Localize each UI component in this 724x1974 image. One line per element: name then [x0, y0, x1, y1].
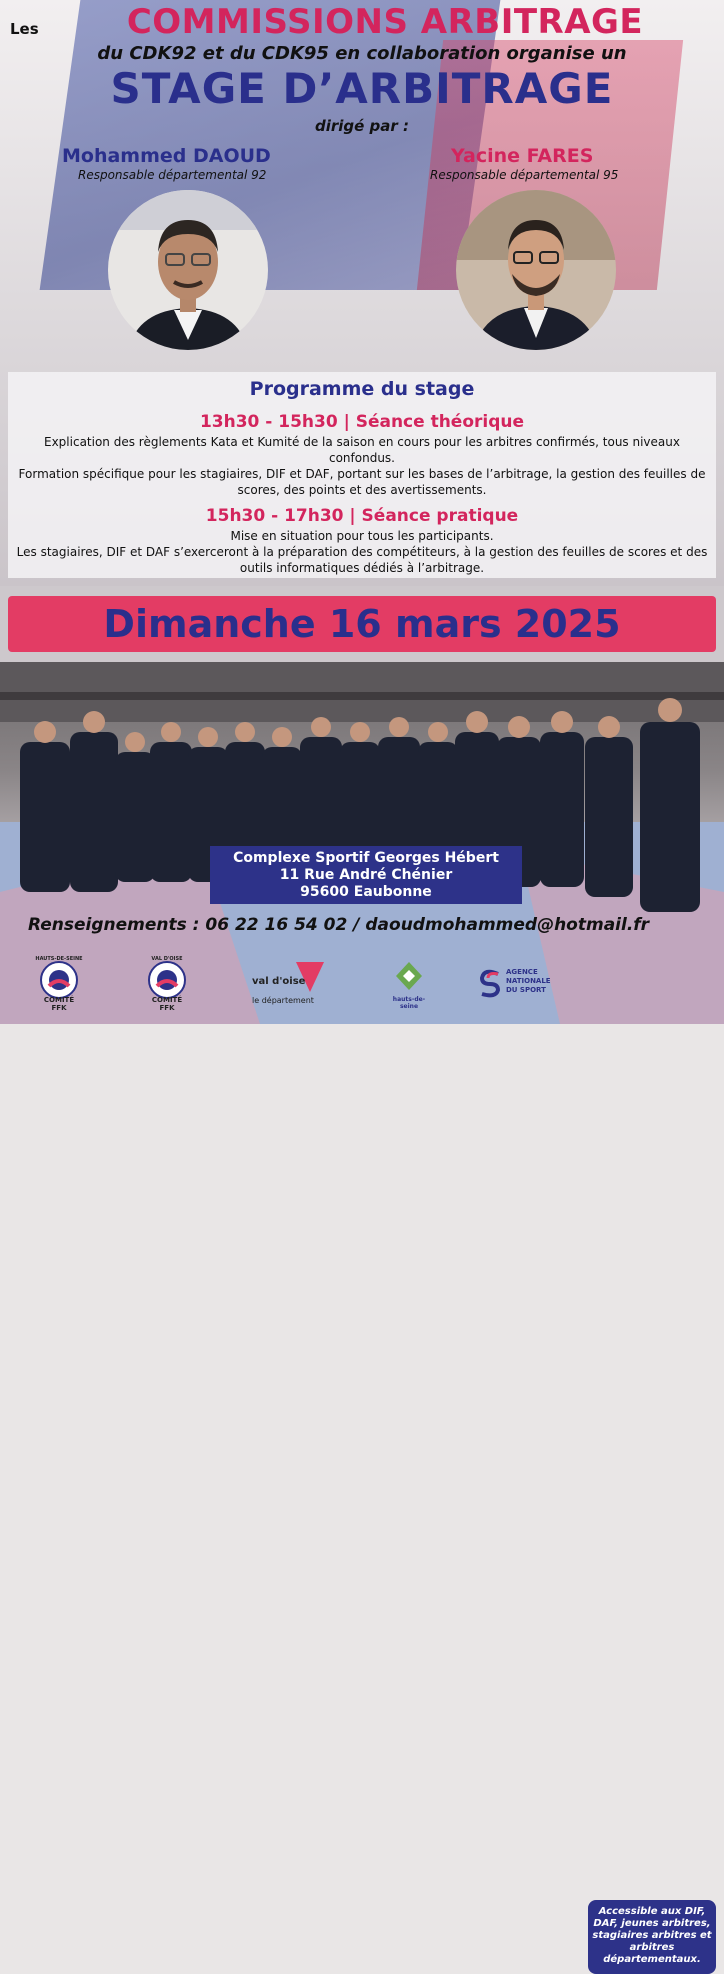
hds-logo-comite: COMITÉ	[43, 996, 75, 1004]
session-1-line-2: Formation spécifique pour les stagiaires, DIF et DAF, portant sur les bases de l’arbitrage, la gestion des feuilles de scores, des points et des avertissements.	[18, 467, 706, 497]
valdoise-name: val d'oise	[252, 976, 306, 987]
session-1-line-1: Explication des règlements Kata et Kumité de la saison en cours pour les arbitres confirmés, tous niveaux confondus.	[44, 435, 680, 465]
hauts-de-seine-logo	[384, 960, 434, 1010]
address-line-1: Complexe Sportif Georges Hébert	[233, 850, 499, 866]
vo-logo-comite: COMITÉ	[151, 996, 183, 1004]
session-2-time: 15h30 - 17h30 | Séance pratique	[205, 506, 519, 526]
venue-address	[210, 846, 522, 904]
event-date: Dimanche 16 mars 2025	[8, 596, 716, 652]
hauts-de-seine-ffk-logo	[32, 956, 86, 1010]
address-line-3: 95600 Eaubonne	[300, 884, 432, 900]
programme-panel	[8, 372, 716, 578]
vo-logo-ffk: FFK	[159, 1004, 175, 1012]
portrait-yacine-fares	[456, 190, 616, 350]
ans-line-3: DU SPORT	[506, 986, 546, 994]
valdoise-sub: le département	[252, 996, 314, 1005]
session-2-line-1: Mise en situation pour tous les participants.	[230, 529, 494, 543]
header-subtitle: du CDK92 et du CDK95 en collaboration organise un	[97, 43, 627, 64]
portrait-mohammed-daoud	[108, 190, 268, 350]
programme-title: Programme du stage	[249, 378, 475, 400]
agence-nationale-du-sport-logo	[478, 968, 568, 1008]
person-1-role: Responsable départemental 92	[78, 168, 267, 182]
session-2-line-2: Les stagiaires, DIF et DAF s’exerceront à la préparation des compétiteurs, à la gestion des feuilles de scores et des outils informatiques dédiés à l’arbitrage.	[16, 545, 708, 575]
hds-logo-arc: HAUTS-DE-SEINE	[35, 956, 83, 962]
person-2-role: Responsable départemental 95	[430, 168, 619, 182]
hds-logo-ffk: FFK	[51, 1004, 67, 1012]
hautsdeseine-text: hauts-de-seine	[392, 996, 426, 1010]
ans-line-2: NATIONALE	[506, 977, 551, 985]
header-commissions: COMMISSIONS ARBITRAGE	[126, 2, 644, 42]
address-line-2: 11 Rue André Chénier	[279, 867, 453, 883]
contact-info[interactable]: Renseignements : 06 22 16 54 02 / daoudmohammed@hotmail.fr	[28, 915, 650, 935]
session-1-time: 13h30 - 15h30 | Séance théorique	[199, 412, 525, 432]
val-doise-departement-logo	[252, 960, 334, 1010]
ans-line-1: AGENCE	[506, 968, 538, 976]
vo-logo-arc: VAL D'OISE	[151, 956, 183, 962]
person-2-name: Yacine FARES	[451, 145, 594, 167]
header-dirige: dirigé par :	[314, 117, 410, 135]
accessibility-note: Accessible aux DIF, DAF, jeunes arbitres, stagiaires arbitres et arbitres départementaux.	[588, 1900, 716, 1974]
header-les: Les	[10, 20, 39, 38]
person-1-name: Mohammed DAOUD	[62, 145, 271, 167]
val-doise-ffk-logo	[140, 956, 194, 1010]
header-stage-title: STAGE D’ARBITRAGE	[110, 64, 614, 113]
logos-bar	[0, 950, 724, 1965]
